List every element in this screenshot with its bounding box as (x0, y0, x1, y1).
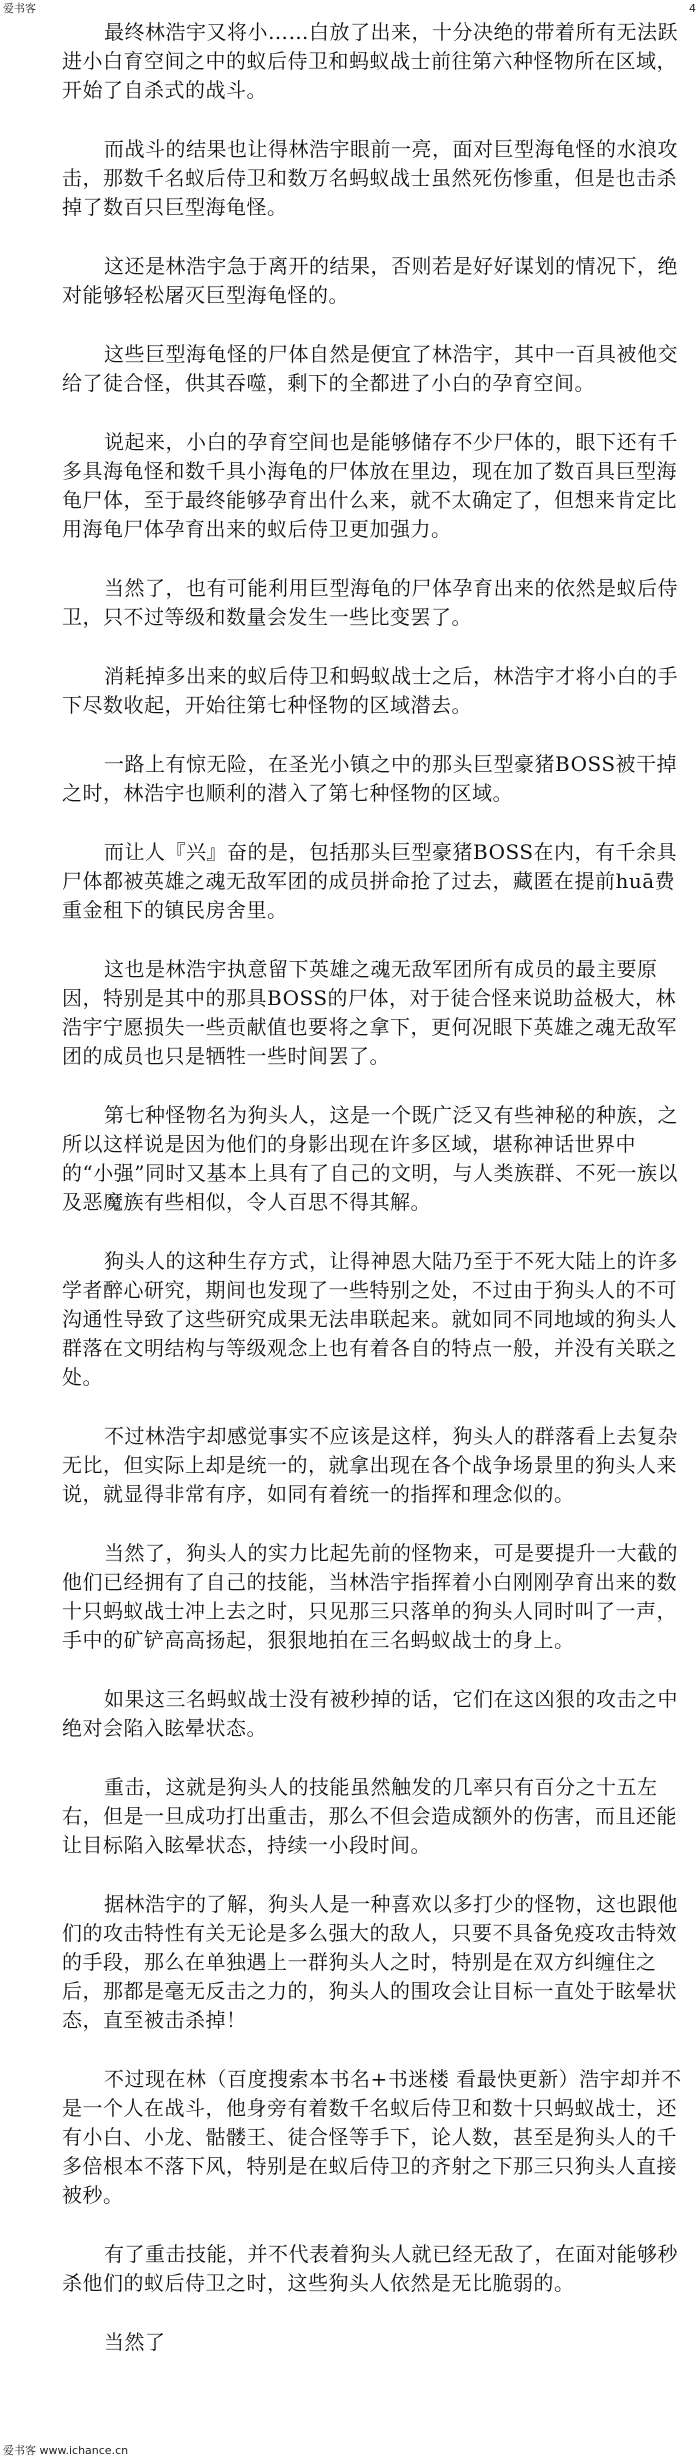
footer-site-link[interactable]: 爱书客 www.ichance.cn (3, 2444, 129, 2457)
paragraph: 说起来，小白的孕育空间也是能够储存不少尸体的，眼下还有千多具海龟怪和数千具小海龟的尸体放在里边，现在加了数百具巨型海龟尸体，至于最终能够孕育出什么来，就不太确定了，但想来肯定比用海龟尸体孕育出来的蚁后侍卫更加强力。 (62, 430, 678, 541)
paragraph: 如果这三名蚂蚁战士没有被秒掉的话，它们在这凶狠的攻击之中绝对会陷入眩晕状态。 (62, 1687, 678, 1740)
page-header (0, 0, 700, 18)
paragraph: 不过现在林（百度搜索本书名+书迷楼 看最快更新）浩宇却并不是一个人在战斗，他身旁有着数千名蚁后侍卫和数十只蚂蚁战士，还有小白、小龙、骷髅王、徒合怪等手下，论人数，甚至是狗头人的千多倍根本不落下风，特别是在蚁后侍卫的齐射之下那三只狗头人直接被秒。 (62, 2067, 682, 2207)
paragraph: 据林浩宇的了解，狗头人是一种喜欢以多打少的怪物，这也跟他们的攻击特性有关无论是多么强大的敌人，只要不具备免疫攻击特效的手段，那么在单独遇上一群狗头人之时，特别是在双方纠缠住之后，那都是毫无反击之力的，狗头人的围攻会让目标一直处于眩晕状态，直至被击杀掉！ (62, 1892, 678, 2032)
paragraph: 不过林浩宇却感觉事实不应该是这样，狗头人的群落看上去复杂无比，但实际上却是统一的，就拿出现在各个战争场景里的狗头人来说，就显得非常有序，如同有着统一的指挥和理念似的。 (62, 1424, 678, 1506)
paragraph: 而战斗的结果也让得林浩宇眼前一亮，面对巨型海龟怪的水浪攻击，那数千名蚁后侍卫和数万名蚂蚁战士虽然死伤惨重，但是也击杀掉了数百只巨型海龟怪。 (62, 137, 678, 219)
header-site-name: 爱书客 (3, 2, 36, 15)
paragraph: 而让人『兴』奋的是，包括那头巨型豪猪BOSS在内，有千余具尸体都被英雄之魂无敌军团的成员拼命抢了过去，藏匿在提前huā费重金租下的镇民房舍里。 (62, 840, 678, 922)
paragraph: 第七种怪物名为狗头人，这是一个既广泛又有些神秘的种族，之所以这样说是因为他们的身影出现在许多区域，堪称神话世界中的“小强”同时又基本上具有了自己的文明，与人类族群、不死一族以及恶魔族有些相似，令人百思不得其解。 (62, 1103, 678, 1214)
paragraph: 这还是林浩宇急于离开的结果，否则若是好好谋划的情况下，绝对能够轻松屠灭巨型海龟怪的。 (62, 254, 678, 307)
paragraph: 重击，这就是狗头人的技能虽然触发的几率只有百分之十五左右，但是一旦成功打出重击，那么不但会造成额外的伤害，而且还能让目标陷入眩晕状态，持续一小段时间。 (62, 1775, 677, 1857)
paragraph: 当然了，狗头人的实力比起先前的怪物来，可是要提升一大截的他们已经拥有了自己的技能，当林浩宇指挥着小白刚刚孕育出来的数十只蚂蚁战士冲上去之时，只见那三只落单的狗头人同时叫了一声，手中的矿铲高高扬起，狠狠地拍在三名蚂蚁战士的身上。 (62, 1541, 678, 1652)
paragraph: 这也是林浩宇执意留下英雄之魂无敌军团所有成员的最主要原因，特别是其中的那具BOSS的尸体，对于徒合怪来说助益极大，林浩宇宁愿损失一些贡献值也要将之拿下，更何况眼下英雄之魂无敌军团的成员也只是牺牲一些时间罢了。 (62, 957, 677, 1068)
paragraph: 最终林浩宇又将小……白放了出来，十分决绝的带着所有无法跃进小白育空间之中的蚁后侍卫和蚂蚁战士前往第六种怪物所在区域，开始了自杀式的战斗。 (62, 20, 678, 102)
page-footer (0, 2442, 700, 2460)
paragraph: 一路上有惊无险，在圣光小镇之中的那头巨型豪猪BOSS被干掉之时，林浩宇也顺利的潜入了第七种怪物的区域。 (62, 752, 678, 805)
paragraph: 当然了，也有可能利用巨型海龟的尸体孕育出来的依然是蚁后侍卫，只不过等级和数量会发生一些比变罢了。 (62, 576, 678, 629)
paragraph: 有了重击技能，并不代表着狗头人就已经无敌了，在面对能够秒杀他们的蚁后侍卫之时，这些狗头人依然是无比脆弱的。 (62, 2242, 678, 2295)
paragraph: 消耗掉多出来的蚁后侍卫和蚂蚁战士之后，林浩宇才将小白的手下尽数收起，开始往第七种怪物的区域潜去。 (62, 664, 678, 717)
paragraph: 当然了 (104, 2330, 166, 2354)
paragraph: 狗头人的这种生存方式，让得神恩大陆乃至于不死大陆上的许多学者醉心研究，期间也发现了一些特别之处，不过由于狗头人的不可沟通性导致了这些研究成果无法串联起来。就如同不同地域的狗头人群落在文明结构与等级观念上也有着各自的特点一般，并没有关联之处。 (62, 1249, 678, 1389)
header-page-number: 4 (689, 2, 696, 15)
article-body (62, 18, 687, 2387)
paragraph: 这些巨型海龟怪的尸体自然是便宜了林浩宇，其中一百具被他交给了徒合怪，供其吞噬，剩下的全都进了小白的孕育空间。 (62, 342, 678, 395)
